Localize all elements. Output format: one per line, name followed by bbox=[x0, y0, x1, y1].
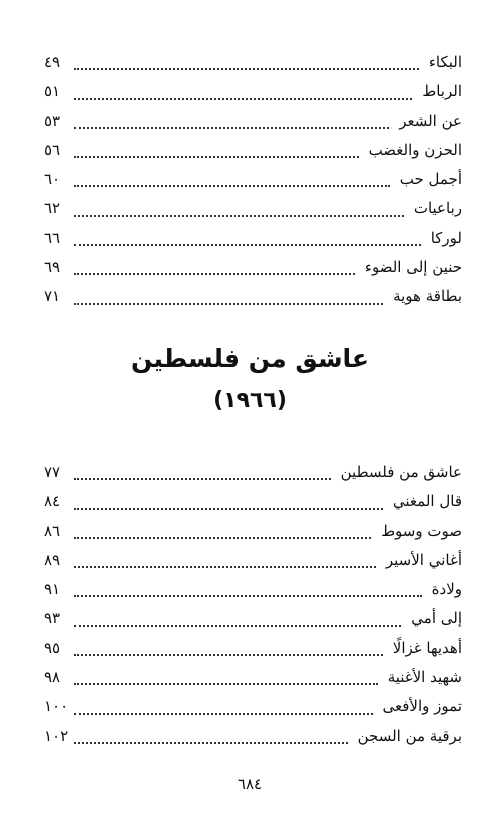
toc-entry-page: ١٠٠ bbox=[44, 697, 69, 716]
dot-leader bbox=[74, 273, 355, 275]
toc-entry-title: رباعيات bbox=[413, 199, 462, 218]
toc-entry bbox=[44, 722, 462, 751]
toc-entry bbox=[44, 282, 462, 311]
dot-leader bbox=[74, 156, 359, 158]
toc-entry bbox=[44, 136, 462, 165]
toc-entry bbox=[44, 487, 462, 516]
toc-list-top bbox=[44, 48, 462, 312]
dot-leader bbox=[74, 566, 376, 568]
toc-entry-page: ١٠٢ bbox=[44, 726, 69, 745]
toc-entry-page: ٦٦ bbox=[44, 228, 61, 247]
toc-entry-page: ٦٠ bbox=[44, 170, 61, 189]
toc-entry-page: ٧١ bbox=[44, 287, 61, 306]
toc-entry-title: أغاني الأسير bbox=[385, 550, 462, 569]
toc-entry-page: ٥٦ bbox=[44, 140, 61, 159]
toc-entry-page: ٩٨ bbox=[44, 668, 61, 687]
toc-entry-title: إلى أمي bbox=[411, 609, 462, 628]
dot-leader bbox=[74, 654, 383, 656]
toc-entry-page: ٩٥ bbox=[44, 638, 61, 657]
dot-leader bbox=[74, 595, 422, 597]
toc-entry-title: الحزن والغضب bbox=[368, 140, 462, 159]
toc-entry-title: تموز والأفعى bbox=[382, 697, 462, 716]
page-number: ٦٨٤ bbox=[237, 775, 263, 793]
dot-leader bbox=[74, 713, 373, 715]
toc-entry-page: ٧٧ bbox=[44, 463, 61, 481]
toc-entry-title: برقية من السجن bbox=[357, 726, 462, 745]
toc-entry-title: البكاء bbox=[428, 53, 462, 71]
toc-entry-page: ٨٤ bbox=[44, 492, 61, 511]
section-year: (١٩٦٦) bbox=[213, 388, 287, 413]
toc-entry bbox=[44, 604, 462, 633]
toc-entry-title: حنين إلى الضوء bbox=[364, 258, 462, 277]
toc-entry-page: ٨٩ bbox=[44, 550, 61, 569]
toc-entry bbox=[44, 458, 462, 487]
toc-entry-title: عاشق من فلسطين bbox=[340, 463, 462, 481]
toc-entry-title: صوت وسوط bbox=[381, 521, 462, 540]
toc-entry-page: ٦٢ bbox=[44, 199, 61, 218]
dot-leader bbox=[74, 98, 412, 100]
toc-entry bbox=[44, 48, 462, 77]
toc-entry-title: أهديها غزالًا bbox=[392, 638, 462, 657]
dot-leader bbox=[74, 742, 348, 744]
dot-leader bbox=[74, 68, 419, 70]
toc-entry-title: شهيد الأغنية bbox=[387, 668, 462, 687]
toc-entry-title: أجمل حب bbox=[399, 170, 462, 189]
dot-leader bbox=[74, 303, 383, 305]
dot-leader bbox=[74, 537, 371, 539]
toc-entry-page: ٩١ bbox=[44, 580, 61, 599]
toc-entry-page: ٩٣ bbox=[44, 609, 61, 628]
toc-entry bbox=[44, 107, 462, 136]
dot-leader bbox=[74, 478, 331, 480]
toc-entry-title: لوركا bbox=[430, 228, 462, 247]
toc-entry bbox=[44, 517, 462, 546]
toc-entry-page: ٥٣ bbox=[44, 111, 61, 130]
dot-leader bbox=[74, 508, 383, 510]
toc-entry-title: ولادة bbox=[431, 580, 462, 599]
toc-entry bbox=[44, 77, 462, 106]
toc-entry bbox=[44, 224, 462, 253]
toc-entry bbox=[44, 165, 462, 194]
toc-entry-title: بطاقة هوية bbox=[393, 287, 462, 306]
toc-entry bbox=[44, 253, 462, 282]
toc-entry bbox=[44, 546, 462, 575]
toc-entry-page: ٨٦ bbox=[44, 521, 61, 540]
toc-entry-page: ٦٩ bbox=[44, 258, 61, 277]
toc-entry-page: ٥١ bbox=[44, 82, 61, 101]
toc-list-bottom bbox=[44, 458, 462, 751]
toc-entry bbox=[44, 634, 462, 663]
toc-entry-title: الرباط bbox=[422, 82, 462, 101]
toc-entry bbox=[44, 194, 462, 223]
toc-entry-page: ٤٩ bbox=[44, 53, 61, 71]
toc-entry bbox=[44, 692, 462, 721]
dot-leader bbox=[74, 185, 390, 187]
section-title: عاشق من فلسطين bbox=[130, 344, 370, 373]
toc-entry bbox=[44, 663, 462, 692]
dot-leader bbox=[74, 683, 378, 685]
dot-leader bbox=[74, 625, 401, 627]
toc-entry bbox=[44, 575, 462, 604]
dot-leader bbox=[74, 215, 404, 217]
dot-leader bbox=[74, 127, 389, 129]
dot-leader bbox=[74, 244, 421, 246]
toc-entry-title: عن الشعر bbox=[399, 111, 462, 130]
toc-entry-title: قال المغني bbox=[392, 492, 462, 511]
